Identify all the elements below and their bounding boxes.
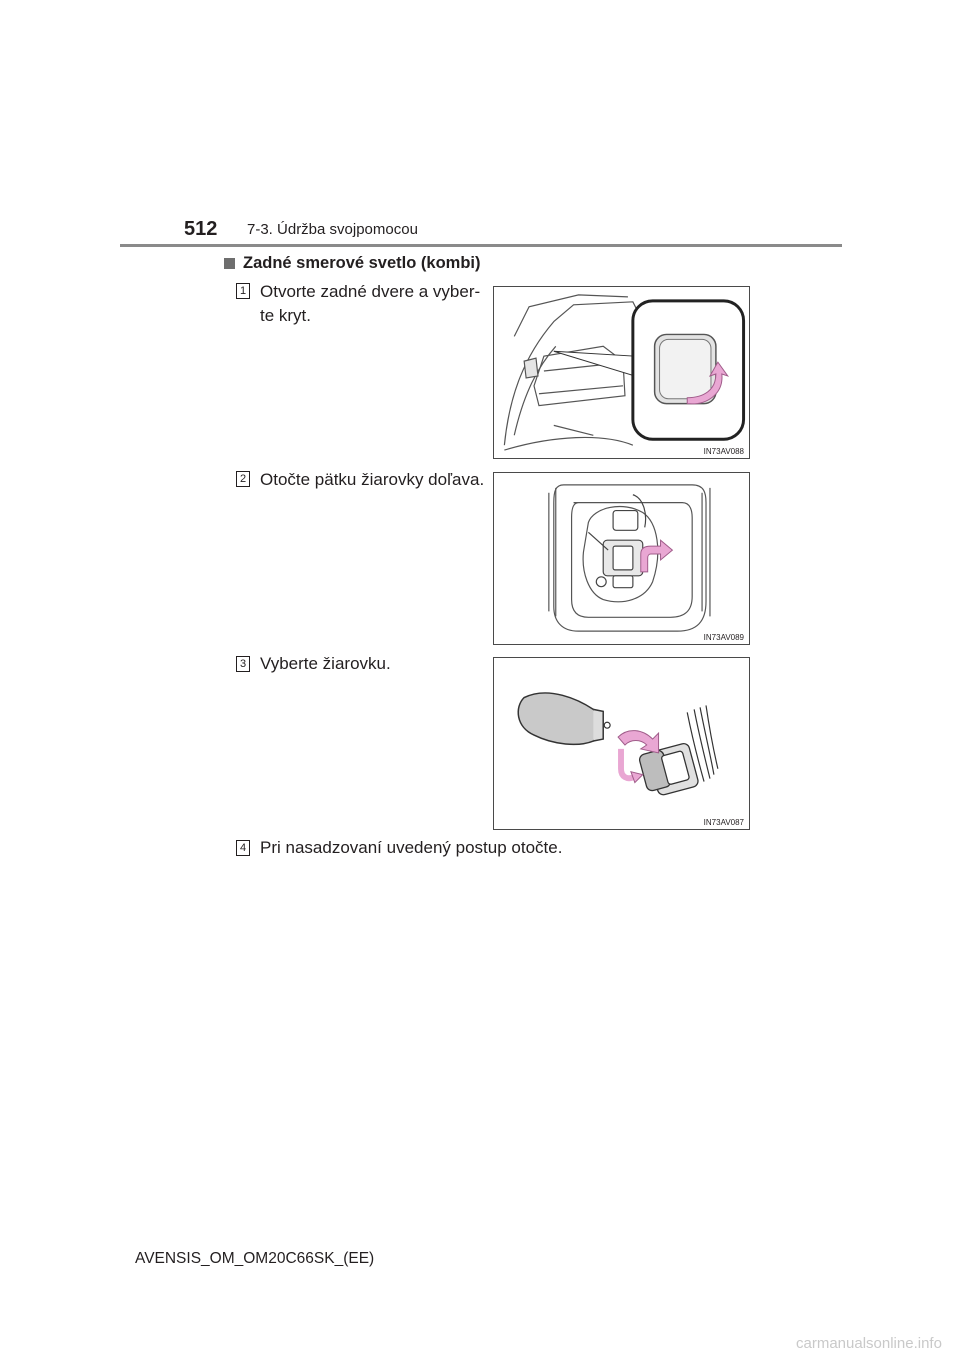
step-text-3-line-1: Vyberte žiarovku. — [260, 654, 391, 673]
square-bullet-icon — [224, 258, 235, 269]
step-text-4-line-1: Pri nasadzovaní uvedený postup otočte. — [260, 838, 563, 857]
subsection-heading — [224, 254, 481, 273]
figure-code-3: IN73AV087 — [703, 818, 744, 827]
figure-code-2: IN73AV089 — [703, 633, 744, 642]
figure-bulb-socket — [493, 472, 750, 645]
step-number-1: 1 — [236, 283, 250, 299]
step-text-1-line-2: te kryt. — [260, 306, 312, 325]
document-footer: AVENSIS_OM_OM20C66SK_(EE) — [135, 1250, 375, 1267]
step-text-2-line-1: Otočte pätku žiarovky doľava. — [260, 470, 485, 489]
step-text-3 — [260, 652, 391, 676]
step-number-2: 2 — [236, 471, 250, 487]
figure-tailgate-cover — [493, 286, 750, 459]
figure-bulb-removal — [493, 657, 750, 830]
watermark: carmanualsonline.info — [796, 1335, 942, 1352]
figure-code-1: IN73AV088 — [703, 447, 744, 456]
page-number: 512 — [184, 218, 218, 240]
step-text-1-line-1: Otvorte zadné dvere a vyber- — [260, 282, 481, 301]
step-number-3: 3 — [236, 656, 250, 672]
step-text-1 — [260, 280, 480, 328]
bulb-illustration — [494, 658, 749, 829]
tailgate-illustration — [494, 287, 749, 458]
step-number-4: 4 — [236, 840, 250, 856]
socket-illustration — [494, 473, 749, 644]
step-text-4 — [260, 836, 562, 860]
step-text-2 — [260, 468, 484, 492]
subsection-heading-text: Zadné smerové svetlo (kombi) — [243, 254, 481, 272]
header-rule — [120, 244, 842, 247]
section-title: 7-3. Údržba svojpomocou — [247, 221, 418, 238]
